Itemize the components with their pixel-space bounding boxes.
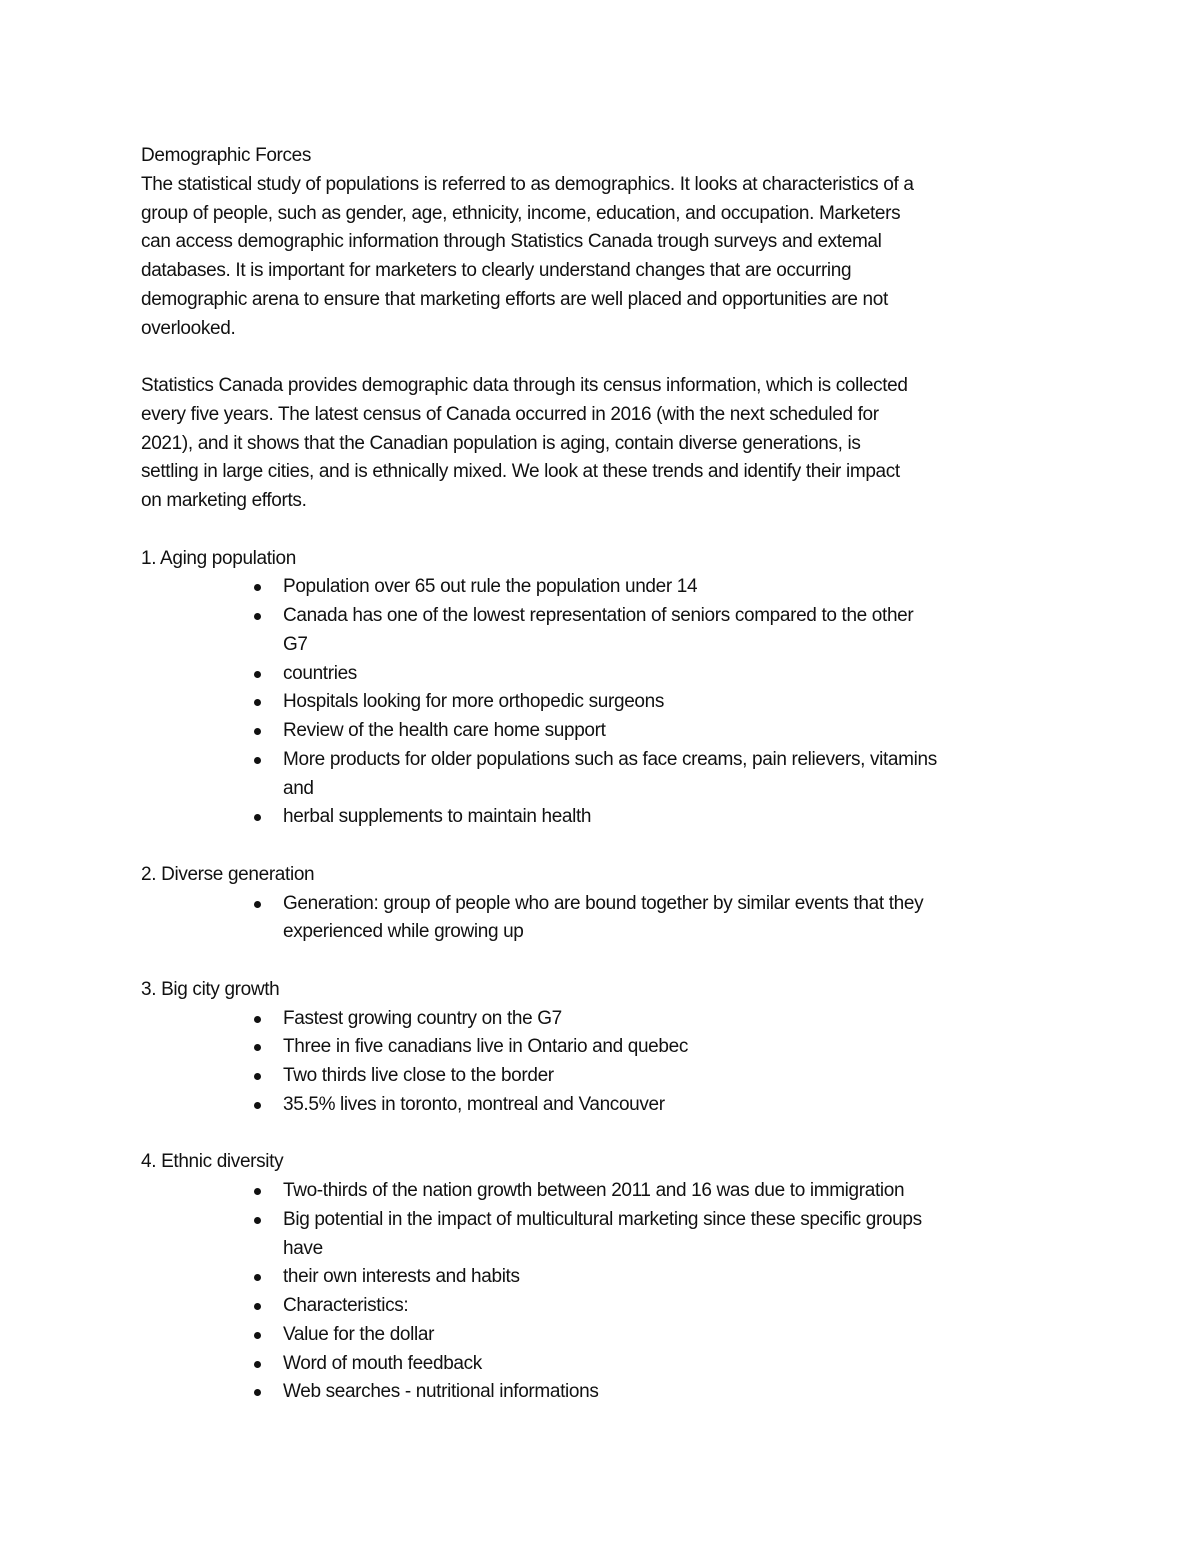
spacer	[141, 832, 1081, 861]
bullet-line: More products for older populations such as face creams, pain relievers, vitamins	[141, 746, 1081, 775]
bullet-item	[141, 717, 1081, 746]
bullet-item	[141, 890, 1081, 948]
bullet-line: Two thirds live close to the border	[141, 1062, 1081, 1091]
bullet-item	[141, 573, 1081, 602]
bullet-line: Big potential in the impact of multicultural marketing since these specific groups	[141, 1206, 1081, 1235]
bullet-line: Characteristics:	[141, 1292, 1081, 1321]
paragraph-line: on marketing efforts.	[141, 490, 307, 511]
bullet-line: G7	[283, 633, 308, 655]
bullet-icon	[254, 1188, 261, 1195]
bullet-icon	[254, 814, 261, 821]
bullet-line: have	[283, 1237, 323, 1259]
document-page	[141, 142, 1081, 1407]
spacer	[141, 516, 1081, 545]
paragraph-line: overlooked.	[141, 317, 236, 339]
bullet-icon	[254, 613, 261, 620]
bullet-line: Two-thirds of the nation growth between 2011 and 16 was due to immigration	[141, 1177, 1081, 1206]
bullet-line: Value for the dollar	[141, 1321, 1081, 1350]
bullet-line: and	[283, 777, 314, 799]
bullet-icon	[254, 1303, 261, 1310]
bullet-item	[141, 1177, 1081, 1206]
section-heading: 4. Ethnic diversity	[141, 1151, 284, 1173]
section-heading: 1. Aging population	[141, 547, 296, 569]
bullet-line: herbal supplements to maintain health	[141, 803, 1081, 832]
section-heading: 3. Big city growth	[141, 978, 280, 1000]
bullet-icon	[254, 699, 261, 706]
paragraph-line: 2021), and it shows that the Canadian population is aging, contain diverse generations, is	[141, 432, 861, 454]
sections	[141, 516, 1081, 1407]
paragraph-line: Statistics Canada provides demographic data through its census information, which is collected	[141, 375, 908, 396]
intro-paragraph	[141, 171, 1081, 344]
paragraph-line: demographic arena to ensure that marketing efforts are well placed and opportunities are not	[141, 288, 888, 310]
bullet-item	[141, 1005, 1081, 1034]
bullet-line: Word of mouth feedback	[141, 1350, 1081, 1379]
bullet-item	[141, 1263, 1081, 1292]
bullet-item	[141, 1292, 1081, 1321]
bullet-item	[141, 688, 1081, 717]
bullet-icon	[254, 757, 261, 764]
bullet-icon	[254, 1016, 261, 1023]
bullet-line: Three in five canadians live in Ontario and quebec	[141, 1033, 1081, 1062]
bullet-line: experienced while growing up	[283, 921, 524, 943]
paragraph-line: can access demographic information through Statistics Canada trough surveys and extemal	[141, 231, 882, 253]
bullet-item	[141, 660, 1081, 689]
bullet-line: their own interests and habits	[141, 1263, 1081, 1292]
bullet-item	[141, 1206, 1081, 1264]
bullet-line: Review of the health care home support	[141, 717, 1081, 746]
bullet-line: countries	[141, 660, 1081, 689]
bullet-icon	[254, 1389, 261, 1396]
bullet-icon	[254, 1274, 261, 1281]
paragraph-line: settling in large cities, and is ethnically mixed. We look at these trends and identify their impact	[141, 461, 900, 483]
bullet-line: Canada has one of the lowest representation of seniors compared to the other	[141, 602, 1081, 631]
bullet-icon	[254, 901, 261, 908]
spacer	[141, 1120, 1081, 1149]
bullet-icon	[254, 1073, 261, 1080]
bullet-icon	[254, 1044, 261, 1051]
bullet-item	[141, 1350, 1081, 1379]
bullet-icon	[254, 1332, 261, 1339]
paragraph-line: every five years. The latest census of Canada occurred in 2016 (with the next scheduled for	[141, 403, 879, 425]
bullet-item	[141, 1091, 1081, 1120]
bullet-icon	[254, 1102, 261, 1109]
bullet-icon	[254, 1361, 261, 1368]
bullet-item	[141, 1062, 1081, 1091]
bullet-icon	[254, 728, 261, 735]
bullet-icon	[254, 671, 261, 678]
bullet-item	[141, 1321, 1081, 1350]
bullet-line: Population over 65 out rule the population under 14	[141, 573, 1081, 602]
bullet-icon	[254, 584, 261, 591]
bullet-icon	[254, 1217, 261, 1224]
census-paragraph	[141, 372, 1081, 516]
section-heading: 2. Diverse generation	[141, 863, 315, 885]
paragraph-line: The statistical study of populations is referred to as demographics. It looks at characteristics of a	[141, 173, 914, 195]
paragraph-line: group of people, such as gender, age, ethnicity, income, education, and occupation. Marketers	[141, 202, 901, 224]
document-title: Demographic Forces	[141, 145, 312, 166]
paragraph-line: databases. It is important for marketers to clearly understand changes that are occurring	[141, 260, 852, 281]
bullet-line: 35.5% lives in toronto, montreal and Vancouver	[141, 1091, 1081, 1120]
bullet-line: Web searches - nutritional informations	[141, 1378, 1081, 1407]
bullet-item	[141, 803, 1081, 832]
spacer	[141, 947, 1081, 976]
bullet-line: Generation: group of people who are bound together by similar events that they	[141, 890, 1081, 919]
bullet-item	[141, 1378, 1081, 1407]
bullet-item	[141, 1033, 1081, 1062]
spacer	[141, 343, 1081, 372]
bullet-line: Hospitals looking for more orthopedic surgeons	[141, 688, 1081, 717]
bullet-line: Fastest growing country on the G7	[141, 1005, 1081, 1034]
bullet-item	[141, 602, 1081, 660]
bullet-item	[141, 746, 1081, 804]
